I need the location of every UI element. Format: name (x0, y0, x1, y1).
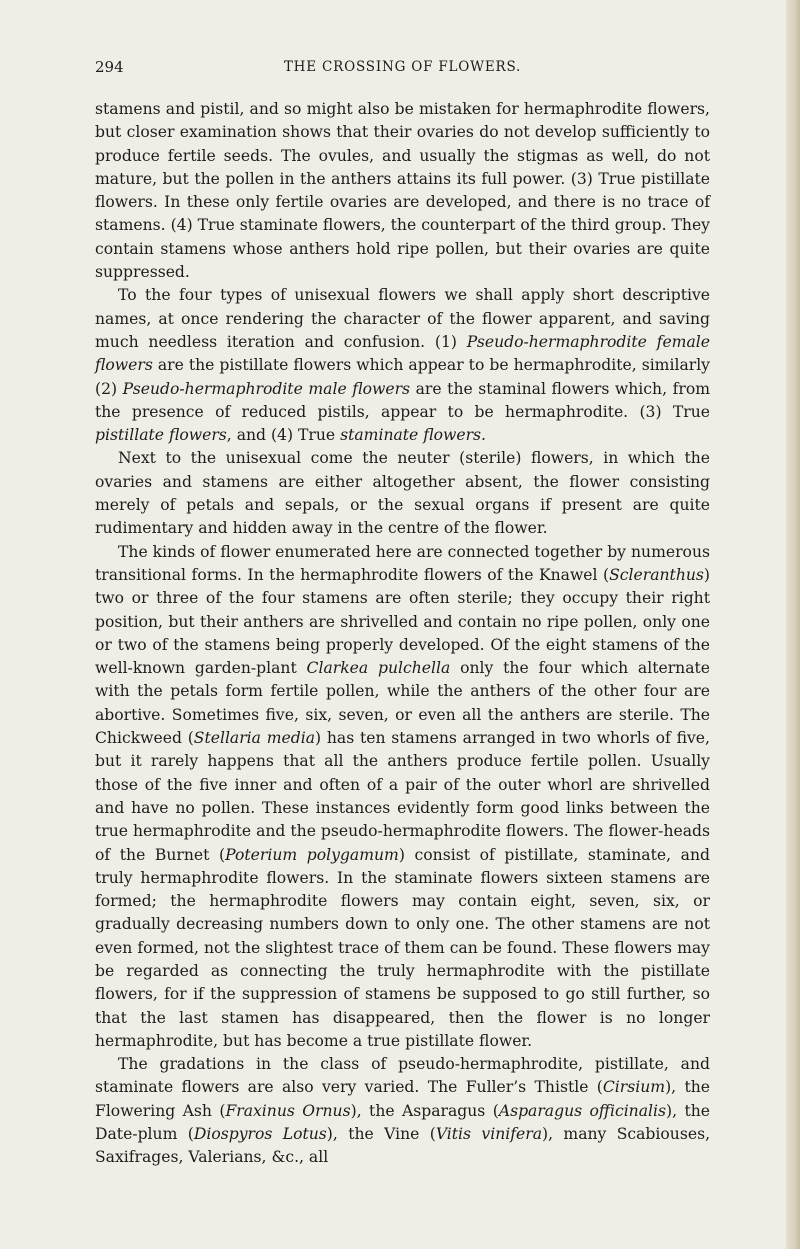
text-run: ), the Vine ( (326, 1125, 436, 1144)
italic-term: pistillate flowers (95, 426, 227, 445)
text-run: ), the Date-plum ( (95, 1101, 710, 1144)
text-run: ), the Flowering Ash ( (95, 1078, 710, 1120)
text-run: ) has ten stamens arranged in two whorls of five, but it rarely happens that all the anthers produce fertile pollen. Usually those of the five inner and often of a pair of the outer whorl are shrivelled and have no pollen. These instances evidently form good links between the true hermaphrodite and the pseudo-hermaphrodite flowers. The flower-heads of the Burnet ( (95, 729, 710, 864)
running-title: THE CROSSING OF FLOWERS. (283, 59, 522, 75)
page-edge-shadow (786, 0, 800, 1249)
page-header (95, 58, 710, 82)
italic-term: staminate flowers. (340, 426, 487, 445)
paragraph (95, 284, 710, 447)
italic-term: Scleranthus (609, 565, 704, 584)
italic-term: Cirsium (602, 1078, 666, 1097)
italic-term: Clarkea pulchella (306, 659, 451, 678)
text-run: ), the Asparagus ( (350, 1101, 499, 1120)
text-run: , and (4) True (226, 426, 341, 445)
italic-term: Fraxinus Ornus (225, 1101, 351, 1120)
paragraph (95, 98, 710, 284)
text-run: only the four which alternate with the petals form fertile pollen, while the anthers of the other four are abortive. Sometimes five, six, seven, or even all the anthers are sterile. The Chickweed ( (95, 659, 710, 748)
text-run: The kinds of flower enumerated here are connected together by numerous transitional forms. In the hermaphrodite flowers of the Knawel ( (95, 542, 710, 584)
italic-term: Stellaria media (193, 729, 316, 748)
italic-term: Pseudo-hermaphrodite male flowers (122, 379, 411, 398)
text-run: stamens and pistil, and so might also be mistaken for hermaphrodite flowers, but closer examination shows that their ovaries do not develop sufficiently to produce fertile seeds. The ovules, and usually the stigmas as well, do not mature, but the pollen in the anthers attains its full power. (3) True pistillate flowers. In these only fertile ovaries are developed, and there is no trace of stamens. (4) True staminate flowers, the counterpart of the third group. They contain stamens whose anthers hold ripe pollen, but their ovaries are quite suppressed. (95, 100, 710, 282)
italic-term: Asparagus officinalis (498, 1101, 666, 1120)
text-run: ) consist of pistillate, staminate, and truly hermaphrodite flowers. In the staminate flowers sixteen stamens are formed; the hermaphrodite flowers may contain eight, seven, six, or gradually decreasing numbers down to only one. The other stamens are not even formed, not the slightest trace of them can be found. These flowers may be regarded as connecting the truly hermaphrodite with the pistillate flowers, for if the suppression of stamens be supposed to go still further, so that the last stamen has disappeared, then the flower is no longer hermaphrodite, but has become a true pistillate flower. (95, 845, 710, 1050)
text-run: Next to the unisexual come the neuter (sterile) flowers, in which the ovaries and stamens are either altogether absent, the flower consisting merely of petals and sepals, or the sexual organs if present are quite rudimentary and hidden away in the centre of the flower. (95, 449, 710, 538)
text-run: The gradations in the class of pseudo-hermaphrodite, pistillate, and staminate flowers are also very varied. The Fuller’s Thistle ( (95, 1055, 710, 1097)
paragraph (95, 541, 710, 1054)
text-run: ) two or three of the four stamens are often sterile; they occupy their right position, but their anthers are shrivelled and contain no ripe pollen, only one or two of the stamens being properly developed. Of the eight stamens of the well-known garden-plant (95, 565, 710, 678)
text-run: are the staminal flowers which, from the presence of reduced pistils, appear to be hermaphrodite. (3) True (95, 379, 710, 421)
italic-term: Vitis vinifera (435, 1125, 542, 1144)
text-run: are the pistillate flowers which appear to be hermaphrodite, similarly (2) (95, 356, 710, 398)
italic-term: Diospyros Lotus (193, 1125, 327, 1144)
page-number: 294 (95, 58, 124, 76)
italic-term: Pseudo-hermaphrodite female flowers (95, 332, 710, 375)
paragraph (95, 447, 710, 540)
paragraph (95, 1053, 710, 1169)
body-text (95, 98, 710, 1170)
italic-term: Poterium polygamum (225, 845, 399, 864)
text-run: To the four types of unisexual flowers we shall apply short descriptive names, at once rendering the character of the flower apparent, and saving much needless iteration and confusion. (1) (95, 286, 710, 351)
text-run: ), many Scabiouses, Saxifrages, Valerians, &c., all (95, 1125, 711, 1167)
